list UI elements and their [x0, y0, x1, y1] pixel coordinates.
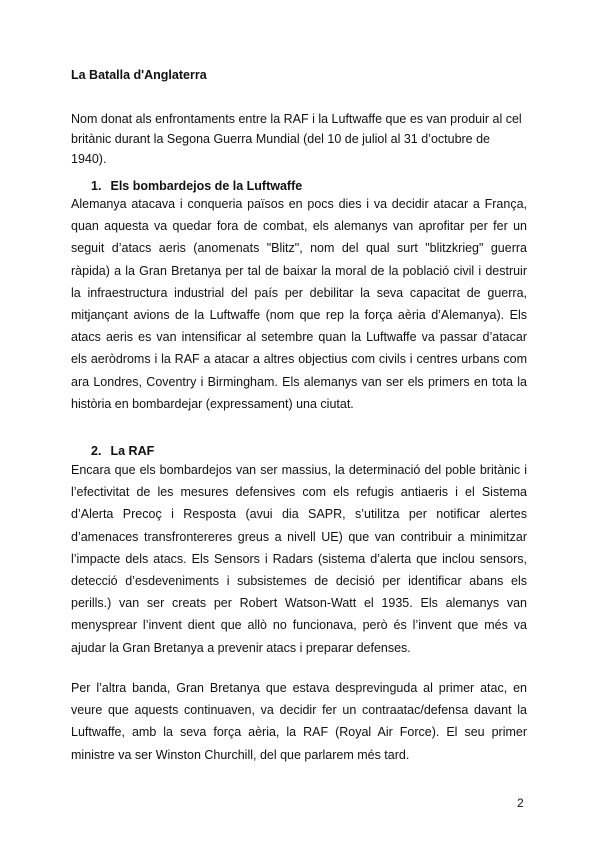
section-2-paragraph-2: Per l’altra banda, Gran Bretanya que estava desprevinguda al primer atac, en veure que aquests continuaven, va decidir fer un contraatac/defensa davant la Luftwaffe, amb la seva força aèria, la RAF (Royal Air Force). El seu primer ministre va ser Winston Churchill, del que parlarem més tard. — [71, 681, 527, 762]
section-1-paragraph-1: Alemanya atacava i conqueria països en pocs dies i va decidir atacar a França, quan aquesta va quedar fora de combat, els alemanys van aprofitar per fer un seguit d’atacs aeris (anomenats "Blitz", nom del qual surt "blitzkrieg" guerra ràpida) a la Gran Bretanya per tal de baixar la moral de la població civil i destruir la infraestructura industrial del país per debilitar la seva capacitat de guerra, mitjançant avions de la Luftwaffe (nom que rep la força aèria d’Alemanya). Els atacs aeris es van intensificar al setembre quan la Luftwaffe va passar d’atacar els aeròdroms i la RAF a atacar a altres objectius com civils i centres urbans com ara Londres, Coventry i Birmingham. Els alemanys van ser els primers en tota la història en bombardejar (expressament) una ciutat. — [71, 197, 527, 411]
document-title: La Batalla d'Anglaterra — [71, 68, 207, 82]
section-2-heading — [91, 444, 154, 458]
page-number: 2 — [517, 796, 524, 810]
section-2-paragraph-1: Encara que els bombardejos van ser massius, la determinació del poble britànic i l’efectivitat de les mesures defensives com els refugis antiaeris i el Sistema d’Alerta Precoç i Resposta (avui dia SAPR, s’utilitza per notificar alertes d’amenaces transfrontereres greus a nivell UE) que van contribuir a minimitzar l’impacte dels atacs. Els Sensors i Radars (sistema d’alerta que inclou sensors, detecció d’esdeveniments i subsistemes de decisió per identificar abans els perills.) van ser creats per Robert Watson-Watt el 1935. Els alemanys van menysprear l’invent dient que allò no funcionava, però és l’invent que més va ajudar la Gran Bretanya a prevenir atacs i preparar defenses. — [71, 463, 527, 655]
section-1-heading — [91, 179, 302, 193]
section-2-title: La RAF — [110, 444, 155, 458]
section-2-number: 2. — [91, 444, 102, 458]
intro-paragraph: Nom donat als enfrontaments entre la RAF i la Luftwaffe que es van produir al cel britànic durant la Segona Guerra Mundial (del 10 de juliol al 31 d’octubre de 1940). — [71, 112, 522, 166]
section-1-number: 1. — [91, 179, 102, 193]
section-1-title: Els bombardejos de la Luftwaffe — [110, 179, 303, 193]
